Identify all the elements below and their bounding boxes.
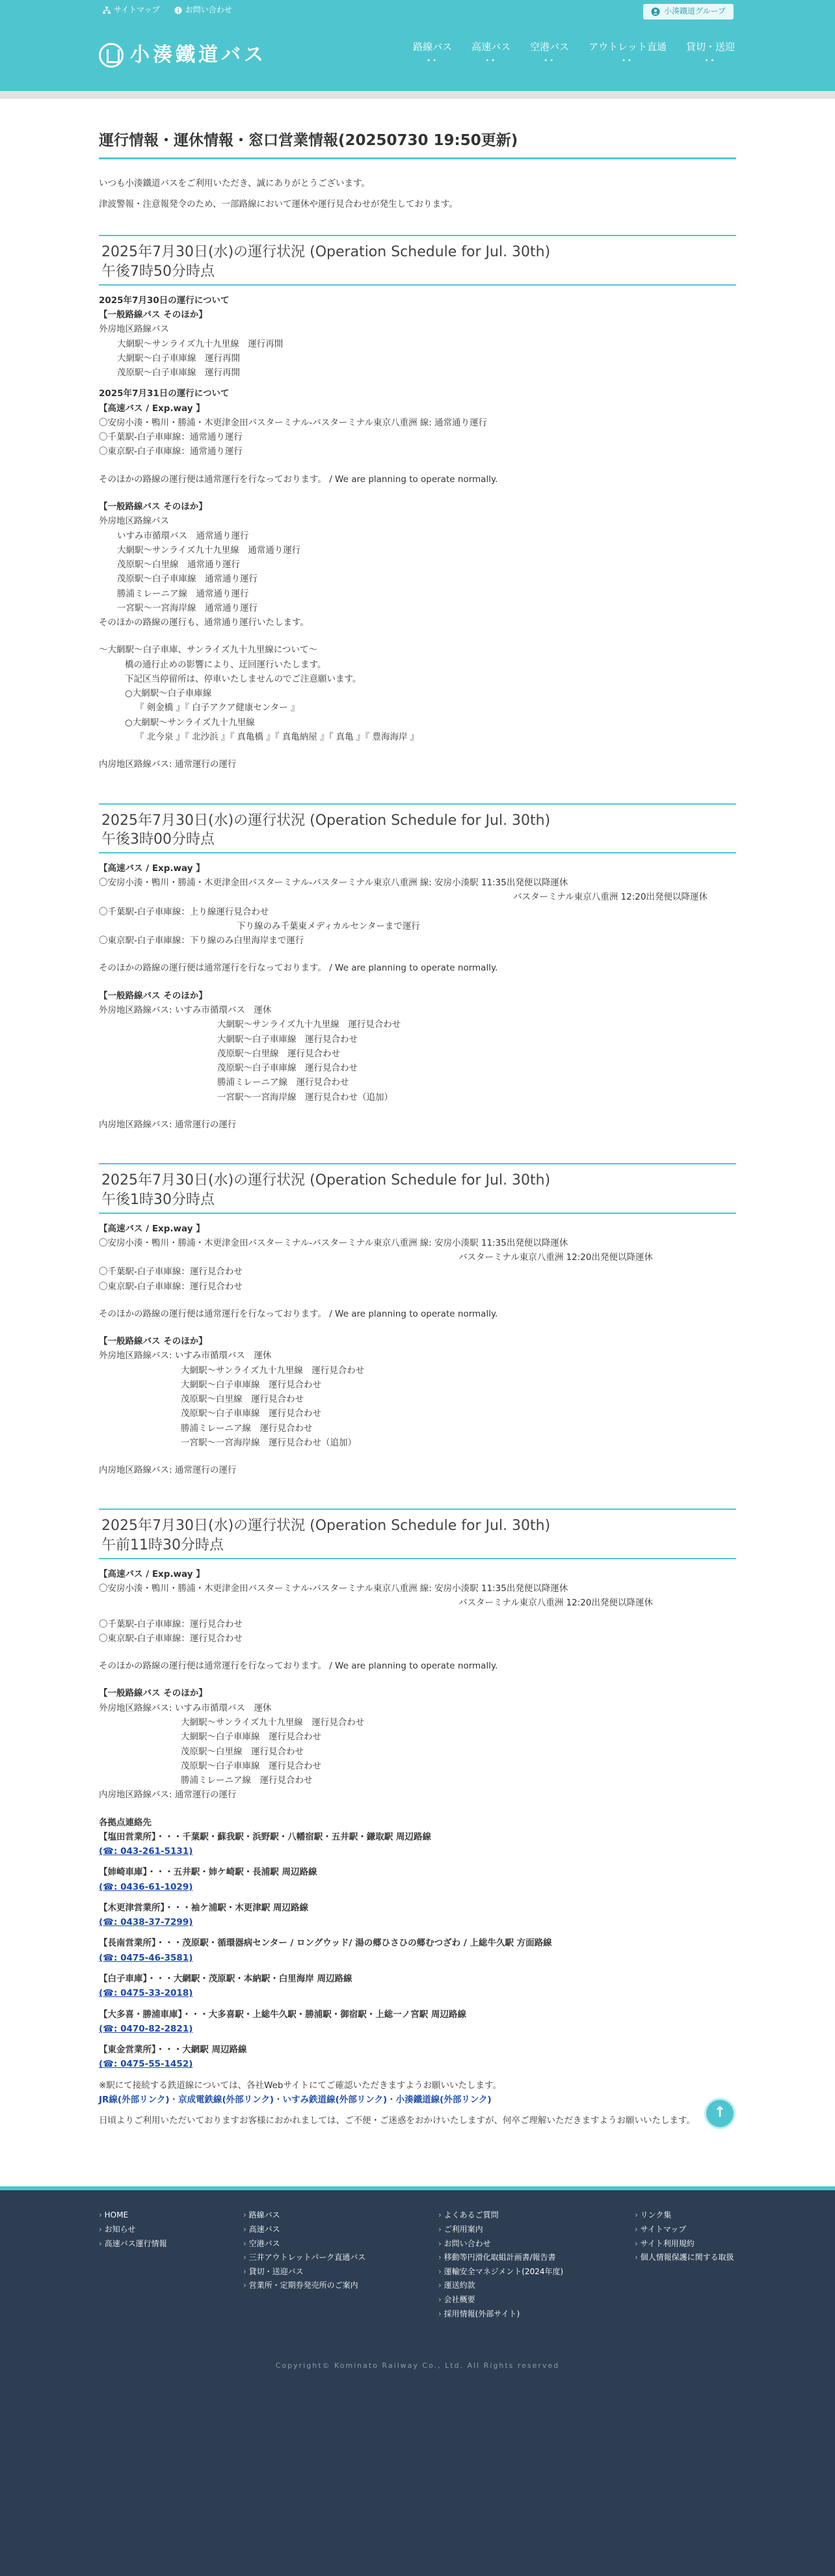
route-status: いすみ市循環バス 通常通り運行: [117, 530, 249, 541]
route-status: 大網駅〜サンライズ九十九里線 運行見合わせ: [181, 1365, 365, 1376]
category-heading: 【一般路線バス そのほか】: [99, 1688, 207, 1699]
route-status: 茂原駅〜白里線 運行見合わせ: [217, 1048, 340, 1059]
status-section-1950: [99, 235, 736, 771]
route-status: 茂原駅〜白里線 運行見合わせ: [181, 1394, 304, 1405]
category-heading: 【一般路線バス そのほか】: [99, 1336, 207, 1347]
footer-link[interactable]: › HOME: [99, 2208, 243, 2223]
page-top-button[interactable]: ↑: [706, 2100, 734, 2127]
route-status: 〇千葉駅-白子車庫線：上り線運行見合わせ: [99, 906, 269, 917]
footer-link[interactable]: › 個人情報保護に関する取扱: [635, 2251, 736, 2265]
route-status: 勝浦ミレーニア線 通常通り運行: [117, 588, 249, 599]
area-label: 外房地区路線バス: [99, 324, 169, 335]
main-content: [99, 99, 736, 2128]
route-status: 〇安房小湊・鴨川・勝浦・木更津金田バスターミナル-バスターミナル東京八重洲 線: 安房小湊駅 11:35出発便以降運休: [99, 1583, 568, 1594]
footer-link[interactable]: › サイト利用規約: [635, 2237, 736, 2251]
section-heading-time: 午後1時30分時点: [101, 1191, 215, 1208]
footer-link[interactable]: › 移動等円滑化取組計画書/報告書: [438, 2251, 635, 2265]
footer-link[interactable]: › 会社概要: [438, 2293, 635, 2307]
office-name: 【姉崎車庫】・・・五井駅・姉ケ崎駅・長浦駅 周辺路線: [99, 1867, 317, 1878]
contact-link[interactable]: [174, 4, 232, 17]
footer-link[interactable]: › 営業所・定期券発売所のご案内: [243, 2279, 438, 2293]
route-status: 茂原駅〜白子車庫線 運行見合わせ: [181, 1408, 321, 1419]
footer-link[interactable]: › 三井アウトレットパーク直通バス: [243, 2251, 438, 2265]
route-status: 大網駅〜白子車庫線 運行見合わせ: [181, 1379, 321, 1390]
category-heading: 【一般路線バス そのほか】: [99, 310, 207, 321]
route-status: 茂原駅〜白里線 運行見合わせ: [181, 1746, 304, 1757]
category-heading: 【一般路線バス そのほか】: [99, 501, 207, 512]
area-label: 外房地区路線バス: いすみ市循環バス 運休: [99, 1005, 272, 1015]
route-status: 勝浦ミレーニア線 運行見合わせ: [217, 1077, 349, 1088]
rail-links: JR線(外部リンク)・京成電鉄線(外部リンク)・いすみ鉄道線(外部リンク)・小湊鐵道線(外部リンク): [99, 2094, 492, 2105]
route-status: 〇東京駅-白子車庫線：通常通り運行: [99, 446, 243, 457]
route-status: 茂原駅〜白子車庫線 運行見合わせ: [217, 1063, 358, 1074]
detour-route: ○大網駅〜白子車庫線: [125, 688, 212, 699]
office-name: 【木更津営業所】・・・袖ケ浦駅・木更津駅 周辺路線: [99, 1902, 308, 1913]
contact-item: [99, 1901, 736, 1930]
logo[interactable]: [99, 39, 267, 72]
route-status: 〇千葉駅-白子車庫線：通常通り運行: [99, 432, 243, 443]
date-heading: 2025年7月31日の運行について: [99, 388, 230, 399]
office-name: 【大多喜・勝浦車庫】・・・大多喜駅・上総牛久駅・勝浦駅・御宿駅・上総一ノ宮駅 周辺路線: [99, 2009, 466, 2020]
section-heading: [99, 1163, 736, 1213]
nav-express-bus[interactable]: [471, 39, 510, 64]
footer-link[interactable]: › 採用情報(外部サイト): [438, 2307, 635, 2322]
site-footer: [0, 2186, 835, 2576]
group-icon: [651, 7, 660, 16]
contact-item: [99, 1936, 736, 1965]
nav-label: 貸切・送迎: [685, 41, 735, 53]
detour-route: ○大網駅〜サンライズ九十九里線: [125, 717, 255, 728]
intro-text: いつも小湊鐵道バスをご利用いただき、誠にありがとうございます。: [99, 178, 370, 189]
other-routes-note: そのほかの路線の運行便は通常運行を行なっております。 / We are planning to operate normally.: [99, 474, 498, 485]
route-status: 〇安房小湊・鴨川・勝浦・木更津金田バスターミナル-バスターミナル東京八重洲 線: 安房小湊駅 11:35出発便以降運休: [99, 1237, 568, 1248]
office-name: 【東金営業所】・・・大網駅 周辺路線: [99, 2045, 247, 2056]
office-tel-link[interactable]: (☎: 0438-37-7299): [99, 1917, 193, 1928]
info-icon: [174, 7, 182, 14]
category-heading: 【高速バス / Exp.way 】: [99, 1568, 205, 1579]
office-name: 【長南営業所】・・・茂原駅・循環器病センター / ロングウッド/ 湯の郷ひさひの郷むつざわ / 上総牛久駅 方面路線: [99, 1938, 552, 1949]
route-status: バスターミナル東京八重洲 12:20出発便以降運休: [458, 1252, 653, 1263]
sitemap-link[interactable]: [103, 4, 160, 17]
footer-link[interactable]: › サイトマップ: [635, 2223, 736, 2237]
office-tel-link[interactable]: (☎: 0436-61-1029): [99, 1881, 193, 1892]
nav-dots-icon: ••: [704, 57, 717, 64]
area-status: 内房地区路線バス: 通常運行の運行: [99, 1465, 237, 1476]
footer-link[interactable]: › 高速バス運行情報: [99, 2237, 243, 2251]
footer-link[interactable]: › 高速バス: [243, 2223, 438, 2237]
section-heading-time: 午後3時00分時点: [101, 831, 215, 848]
footer-link[interactable]: › ご利用案内: [438, 2223, 635, 2237]
detour-notice: 橋の通行止めの影響により、迂回運行いたします。: [125, 659, 326, 670]
section-heading-date: 2025年7月30日(水)の運行状況 (Operation Schedule for Jul. 30th): [101, 812, 551, 829]
kominato-link[interactable]: 小湊鐵道線(外部リンク): [395, 2094, 492, 2105]
nav-label: 路線バス: [413, 41, 453, 53]
contacts-title: 各拠点連絡先: [99, 1817, 152, 1828]
route-status: 茂原駅〜白子車庫線 運行見合わせ: [181, 1760, 321, 1771]
area-status: 内房地区路線バス: 通常運行の運行: [99, 759, 237, 770]
route-status: 下り線のみ千葉東メディカルセンターまで運行: [237, 920, 420, 932]
nav-airport-bus[interactable]: [530, 39, 569, 64]
route-status: 〇東京駅-白子車庫線：下り線のみ白里海岸まで運行: [99, 935, 304, 946]
contact-label: お問い合わせ: [185, 5, 232, 14]
route-status: 大網駅〜サンライズ九十九里線 通常通り運行: [117, 544, 301, 556]
keisei-link[interactable]: 京成電鉄線(外部リンク): [178, 2094, 274, 2105]
route-status: バスターミナル東京八重洲 12:20出発便以降運休: [458, 1598, 653, 1609]
status-section-1330: [99, 1163, 736, 1477]
route-status: 大網駅〜白子車庫線 運行見合わせ: [217, 1034, 358, 1045]
nav-dots-icon: ••: [622, 57, 633, 64]
section-heading-time: 午後7時50分時点: [101, 263, 215, 280]
nav-outlet-bus[interactable]: [589, 39, 667, 64]
footer-column: [635, 2208, 736, 2321]
route-status: 大網駅〜サンライズ九十九里線 運行見合わせ: [217, 1019, 401, 1030]
nav-label: アウトレット直通: [589, 41, 667, 53]
area-label: 外房地区路線バス: [99, 516, 169, 527]
site-header: [0, 0, 835, 91]
category-heading: 【高速バス / Exp.way 】: [99, 1223, 205, 1234]
contact-item: [99, 1830, 736, 1859]
copyright: Copyright© Kominato Railway Co., Ltd. All Rights reserved: [275, 2361, 560, 2370]
footer-column: [99, 2208, 243, 2321]
route-status: 〇安房小湊・鴨川・勝浦・木更津金田バスターミナル-バスターミナル東京八重洲 線: 通常通り運行: [99, 417, 488, 428]
other-routes-note: そのほかの路線の運行も、通常通り運行いたします。: [99, 617, 309, 628]
area-label: 外房地区路線バス: いすみ市循環バス 運休: [99, 1350, 272, 1362]
footer-link[interactable]: › お知らせ: [99, 2223, 243, 2237]
skipped-stops: 『 剣金橋 』『 白子アクア健康センター 』: [135, 703, 300, 714]
route-status: 一宮駅〜一宮海岸線 運行見合わせ（追加）: [181, 1437, 356, 1448]
office-tel-link[interactable]: (☎: 0470-82-2821): [99, 2023, 193, 2034]
footer-link[interactable]: › 空港バス: [243, 2237, 438, 2251]
route-status: 茂原駅〜白里線 通常通り運行: [117, 559, 240, 570]
footer-link[interactable]: › 貸切・送迎バス: [243, 2265, 438, 2279]
area-status: 内房地区路線バス: 通常運行の運行: [99, 1790, 237, 1801]
footer-link[interactable]: › お問い合わせ: [438, 2237, 635, 2251]
skipped-stops: 『 北今泉 』『 北沙浜 』『 真亀橋 』『 真亀納屋 』『 真亀 』『 豊海海岸 』: [135, 731, 419, 742]
sitemap-icon: [103, 7, 111, 14]
route-status: 茂原駅〜白子車庫線 通常通り運行: [117, 574, 258, 585]
detour-notice-title: 〜大網駅〜白子車庫、サンライズ九十九里線について〜: [99, 645, 318, 656]
office-contacts: [99, 1816, 736, 2128]
route-status: 勝浦ミレーニア線 運行見合わせ: [181, 1423, 313, 1434]
status-section-1500: [99, 803, 736, 1133]
section-heading-date: 2025年7月30日(水)の運行状況 (Operation Schedule for Jul. 30th): [101, 1172, 551, 1189]
contact-item: [99, 2007, 736, 2037]
section-heading-date: 2025年7月30日(水)の運行状況 (Operation Schedule for Jul. 30th): [101, 1518, 551, 1535]
contact-item: [99, 2043, 736, 2072]
route-status: バスターミナル東京八重洲 12:20出発便以降運休: [512, 892, 708, 903]
detour-notice: 下記区当停留所は、停車いたしませんのでご注意願います。: [125, 673, 362, 684]
office-tel-link[interactable]: (☎: 0475-33-2018): [99, 1988, 193, 1999]
page-title: 運行情報・運休情報・窓口営業情報(20250730 19:50更新): [99, 131, 736, 159]
route-status: 大網駅〜サンライズ九十九里線 運行再開: [117, 338, 284, 349]
office-name: 【塩田営業所】・・・千葉駅・蘇我駅・浜野駅・八幡宿駅・五井駅・鎌取駅 周辺路線: [99, 1831, 431, 1842]
nav-dots-icon: ••: [427, 57, 438, 64]
sitemap-label: サイトマップ: [114, 5, 160, 14]
group-button[interactable]: [643, 4, 734, 20]
isumi-link[interactable]: いすみ鉄道線(外部リンク): [282, 2094, 388, 2105]
jr-link[interactable]: JR線(外部リンク): [99, 2094, 170, 2105]
rail-note: ※駅にて接続する鉄道線については、各社Webサイトにてご確認いただきますようお願いいたします。: [99, 2080, 501, 2091]
closing-text: 日頃よりご利用いただいておりますお客様におかれましては、ご不便・ご迷惑をおかけいたしますが、何卒ご理解いただきますようお願いいたします。: [99, 2115, 695, 2127]
status-section-1130: [99, 1509, 736, 1802]
route-status: 〇千葉駅-白子車庫線：運行見合わせ: [99, 1267, 243, 1278]
office-name: 【白子車庫】・・・大網駅・茂原駅・本納駅・白里海岸 周辺路線: [99, 1973, 352, 1984]
footer-link[interactable]: › 路線バス: [243, 2208, 438, 2223]
route-status: 茂原駅〜白子車庫線 運行再開: [117, 368, 240, 379]
route-status: 〇東京駅-白子車庫線：運行見合わせ: [99, 1281, 243, 1292]
footer-links: [99, 2190, 736, 2360]
nav-dots-icon: ••: [485, 57, 497, 64]
global-nav: [413, 39, 735, 64]
route-status: 大網駅〜サンライズ九十九里線 運行見合わせ: [181, 1717, 365, 1728]
footer-link[interactable]: › よくあるご質問: [438, 2208, 635, 2223]
other-routes-note: そのほかの路線の運行便は通常運行を行なっております。 / We are planning to operate normally.: [99, 1661, 498, 1672]
intro: [99, 176, 736, 212]
footer-column: [243, 2208, 438, 2321]
section-heading-time: 午前11時30分時点: [101, 1537, 224, 1554]
logo-mark-icon: [99, 43, 124, 68]
route-status: 一宮駅〜一宮海岸線 通常通り運行: [117, 602, 258, 613]
section-heading-date: 2025年7月30日(水)の運行状況 (Operation Schedule for Jul. 30th): [101, 244, 551, 261]
other-routes-note: そのほかの路線の運行便は通常運行を行なっております。 / We are planning to operate normally.: [99, 1308, 498, 1319]
other-routes-note: そのほかの路線の運行便は通常運行を行なっております。 / We are planning to operate normally.: [99, 963, 498, 974]
date-heading: 2025年7月30日の運行について: [99, 295, 230, 306]
utility-links: [103, 4, 232, 17]
route-status: 一宮駅〜一宮海岸線 運行見合わせ（追加）: [217, 1092, 393, 1103]
nav-route-bus[interactable]: [413, 39, 452, 64]
footer-link[interactable]: › リンク集: [635, 2208, 736, 2223]
nav-charter-bus[interactable]: [686, 39, 735, 64]
route-status: 大網駅〜白子車庫線 運行見合わせ: [181, 1732, 321, 1743]
area-status: 内房地区路線バス: 通常運行の運行: [99, 1119, 237, 1130]
category-heading: 【高速バス / Exp.way 】: [99, 863, 205, 874]
contact-item: [99, 1972, 736, 2001]
area-label: 外房地区路線バス: いすみ市循環バス 運休: [99, 1702, 272, 1713]
nav-label: 空港バス: [530, 41, 570, 53]
route-status: 〇東京駅-白子車庫線：運行見合わせ: [99, 1633, 243, 1644]
logo-text: 小湊鐵道バス: [130, 44, 267, 66]
route-status: 〇安房小湊・鴨川・勝浦・木更津金田バスターミナル-バスターミナル東京八重洲 線: 安房小湊駅 11:35出発便以降運休: [99, 878, 568, 889]
footer-link[interactable]: › 運送約款: [438, 2279, 635, 2293]
footer-link[interactable]: › 運輸安全マネジメント(2024年度): [438, 2265, 635, 2279]
intro-text: 津波警報・注意報発令のため、一部路線において運休や運行見合わせが発生しております。: [99, 199, 458, 210]
footer-column: [438, 2208, 635, 2321]
route-status: 勝浦ミレーニア線 運行見合わせ: [181, 1775, 313, 1786]
contact-item: [99, 1865, 736, 1894]
nav-label: 高速バス: [471, 41, 511, 53]
nav-dots-icon: ••: [544, 57, 556, 64]
group-label: 小湊鐵道グループ: [663, 7, 726, 16]
office-tel-link[interactable]: (☎: 0475-55-1452): [99, 2059, 193, 2070]
footer-spacer: [0, 2387, 835, 2576]
route-status: 大網駅〜白子車庫線 運行再開: [117, 353, 240, 364]
office-tel-link[interactable]: (☎: 0475-46-3581): [99, 1952, 193, 1963]
section-heading: [99, 1509, 736, 1559]
route-status: 〇千葉駅-白子車庫線：運行見合わせ: [99, 1618, 243, 1630]
category-heading: 【一般路線バス そのほか】: [99, 990, 207, 1001]
office-tel-link[interactable]: (☎: 043-261-5131): [99, 1846, 193, 1857]
section-heading: [99, 803, 736, 853]
header-divider: [0, 91, 835, 99]
section-heading: [99, 235, 736, 285]
category-heading: 【高速バス / Exp.way 】: [99, 403, 205, 414]
